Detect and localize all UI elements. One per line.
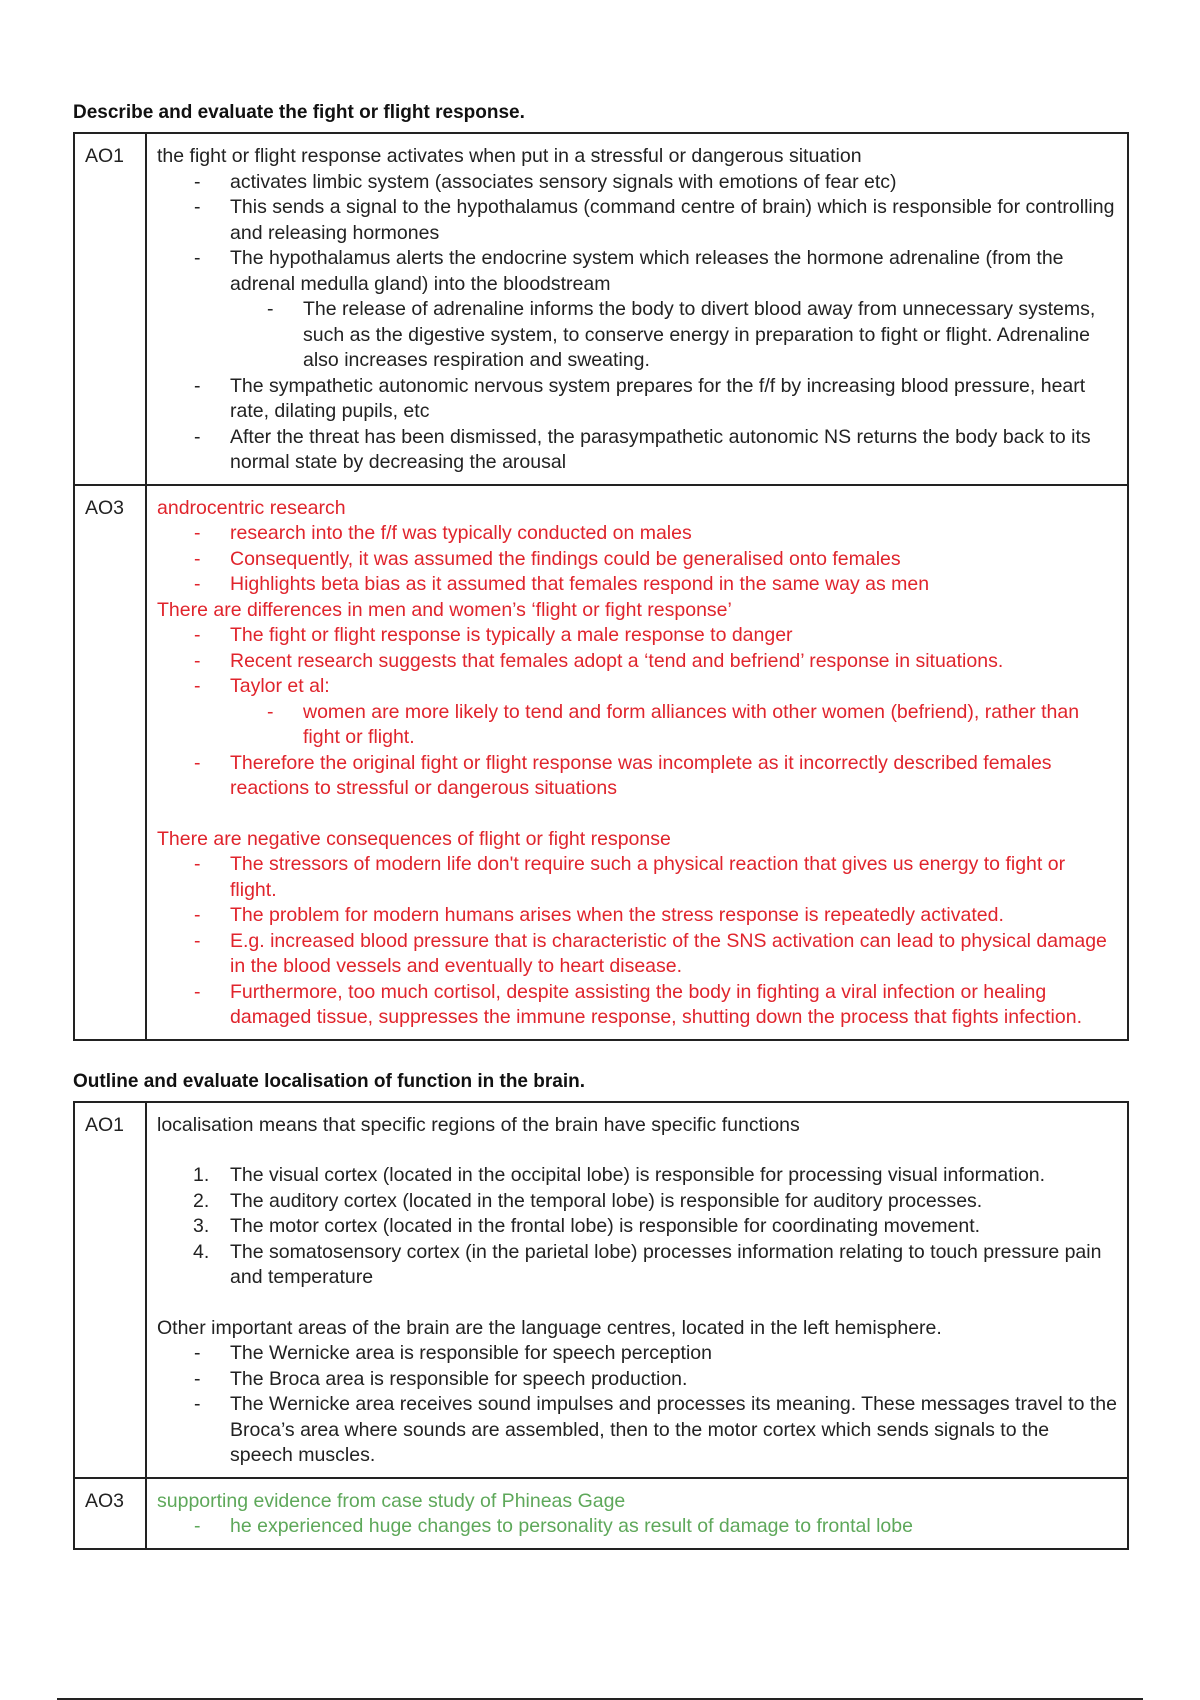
ao3-point-phineas-gage: supporting evidence from case study of Phineas Gage <box>157 1489 626 1512</box>
list-item: - E.g. increased blood pressure that is characteristic of the SNS activation can lead to physical damage in the blood vessels and eventually to heart disease. <box>157 929 1117 980</box>
ao3-point-gender-differences: There are differences in men and women’s ‘flight or fight response’ <box>157 598 732 621</box>
ao3-bullet-list <box>157 521 1117 598</box>
ao1-sub-bullet-list <box>157 297 1117 374</box>
list-item: - research into the f/f was typically conducted on males <box>157 521 1117 547</box>
ao1-content <box>146 133 1128 485</box>
list-item: - Highlights beta bias as it assumed that females respond in the same way as men <box>157 572 1117 598</box>
ao1-content <box>146 1102 1128 1478</box>
list-item: - Taylor et al: <box>157 674 1117 700</box>
ao3-label: AO3 <box>74 485 146 1040</box>
question-1-title: Describe and evaluate the fight or flight response. <box>73 102 525 123</box>
ao3-bullet-list-2 <box>157 623 1117 700</box>
ao3-sub-bullet-list <box>157 700 1117 751</box>
document-page <box>73 100 1129 1578</box>
ao1-row <box>74 133 1128 485</box>
question-1-table <box>73 132 1129 1041</box>
list-item <box>157 1240 1117 1291</box>
ao3-bullet-list-4 <box>157 852 1117 1031</box>
ao1-label: AO1 <box>74 133 146 485</box>
list-item: - Therefore the original fight or flight response was incomplete as it incorrectly described females reactions to stressful or dangerous situations <box>157 751 1117 802</box>
list-item: - Furthermore, too much cortisol, despite assisting the body in fighting a viral infection or healing damaged tissue, suppresses the immune response, shutting down the process that fights infection. <box>157 980 1117 1031</box>
list-item <box>157 1163 1117 1189</box>
list-item <box>157 1189 1117 1215</box>
ao1-intro: localisation means that specific regions of the brain have specific functions <box>157 1113 800 1136</box>
list-item: - The release of adrenaline informs the body to divert blood away from unnecessary systems, such as the digestive system, to conserve energy in preparation to fight or flight. Adrenaline also increases respiration and sweating. <box>157 297 1117 374</box>
ao3-content <box>146 485 1128 1040</box>
list-item: - Consequently, it was assumed the findings could be generalised onto females <box>157 547 1117 573</box>
list-number: 3. <box>193 1215 210 1237</box>
list-item: - This sends a signal to the hypothalamus (command centre of brain) which is responsible for controlling and releasing hormones <box>157 195 1117 246</box>
list-item: - Recent research suggests that females adopt a ‘tend and befriend’ response in situations. <box>157 649 1117 675</box>
list-item: - The hypothalamus alerts the endocrine system which releases the hormone adrenaline (from the adrenal medulla gland) into the bloodstream <box>157 246 1117 297</box>
list-item: - After the threat has been dismissed, the parasympathetic autonomic NS returns the body back to its normal state by decreasing the arousal <box>157 425 1117 476</box>
list-number: 1. <box>193 1164 210 1186</box>
list-item: - activates limbic system (associates sensory signals with emotions of fear etc) <box>157 170 1117 196</box>
ao1-intro: the fight or flight response activates when put in a stressful or dangerous situation <box>157 145 862 167</box>
list-item <box>157 1214 1117 1240</box>
list-item: - The Broca area is responsible for speech production. <box>157 1367 1117 1393</box>
list-text: The somatosensory cortex (in the parietal lobe) processes information relating to touch pressure pain and temperature <box>230 1240 1102 1288</box>
ao3-label: AO3 <box>74 1478 146 1549</box>
list-number: 2. <box>193 1189 210 1212</box>
ao1-row <box>74 1102 1128 1478</box>
list-number: 4. <box>193 1240 210 1263</box>
list-item: - The stressors of modern life don't require such a physical reaction that gives us energy to fight or flight. <box>157 852 1117 903</box>
paragraph-gap <box>157 1138 1117 1163</box>
ao1-bullet-list <box>157 170 1117 298</box>
list-item: - The problem for modern humans arises when the stress response is repeatedly activated. <box>157 903 1117 929</box>
list-text: The auditory cortex (located in the temporal lobe) is responsible for auditory processes. <box>230 1189 983 1212</box>
list-text: The visual cortex (located in the occipital lobe) is responsible for processing visual information. <box>230 1164 1046 1186</box>
question-2-title: Outline and evaluate localisation of function in the brain. <box>73 1070 585 1092</box>
numbered-list <box>157 1163 1117 1291</box>
paragraph-gap <box>157 1291 1117 1316</box>
ao1-bullet-list <box>157 1341 1117 1469</box>
ao3-row <box>74 1478 1128 1549</box>
list-item: - he experienced huge changes to personality as result of damage to frontal lobe <box>157 1514 1117 1540</box>
list-text: The motor cortex (located in the frontal lobe) is responsible for coordinating movement. <box>230 1215 981 1237</box>
list-item: - The fight or flight response is typically a male response to danger <box>157 623 1117 649</box>
ao3-row <box>74 485 1128 1040</box>
question-2-table <box>73 1101 1129 1550</box>
ao3-point-androcentric: androcentric research <box>157 496 346 519</box>
list-item: - The sympathetic autonomic nervous system prepares for the f/f by increasing blood pressure, heart rate, dilating pupils, etc <box>157 374 1117 425</box>
list-item: - The Wernicke area is responsible for speech perception <box>157 1341 1117 1367</box>
ao1-language-centres: Other important areas of the brain are the language centres, located in the left hemisphere. <box>157 1316 942 1339</box>
ao1-label: AO1 <box>74 1102 146 1478</box>
ao3-content <box>146 1478 1128 1549</box>
ao1-bullet-list-2 <box>157 374 1117 476</box>
paragraph-gap <box>157 802 1117 827</box>
list-item: - The Wernicke area receives sound impulses and processes its meaning. These messages travel to the Broca’s area where sounds are assembled, then to the motor cortex which sends signals to the speech muscles. <box>157 1392 1117 1469</box>
ao3-bullet-list <box>157 1514 1117 1540</box>
ao3-point-negative-consequences: There are negative consequences of flight or fight response <box>157 827 671 850</box>
list-item: - women are more likely to tend and form alliances with other women (befriend), rather than fight or flight. <box>157 700 1117 751</box>
ao3-bullet-list-3 <box>157 751 1117 802</box>
